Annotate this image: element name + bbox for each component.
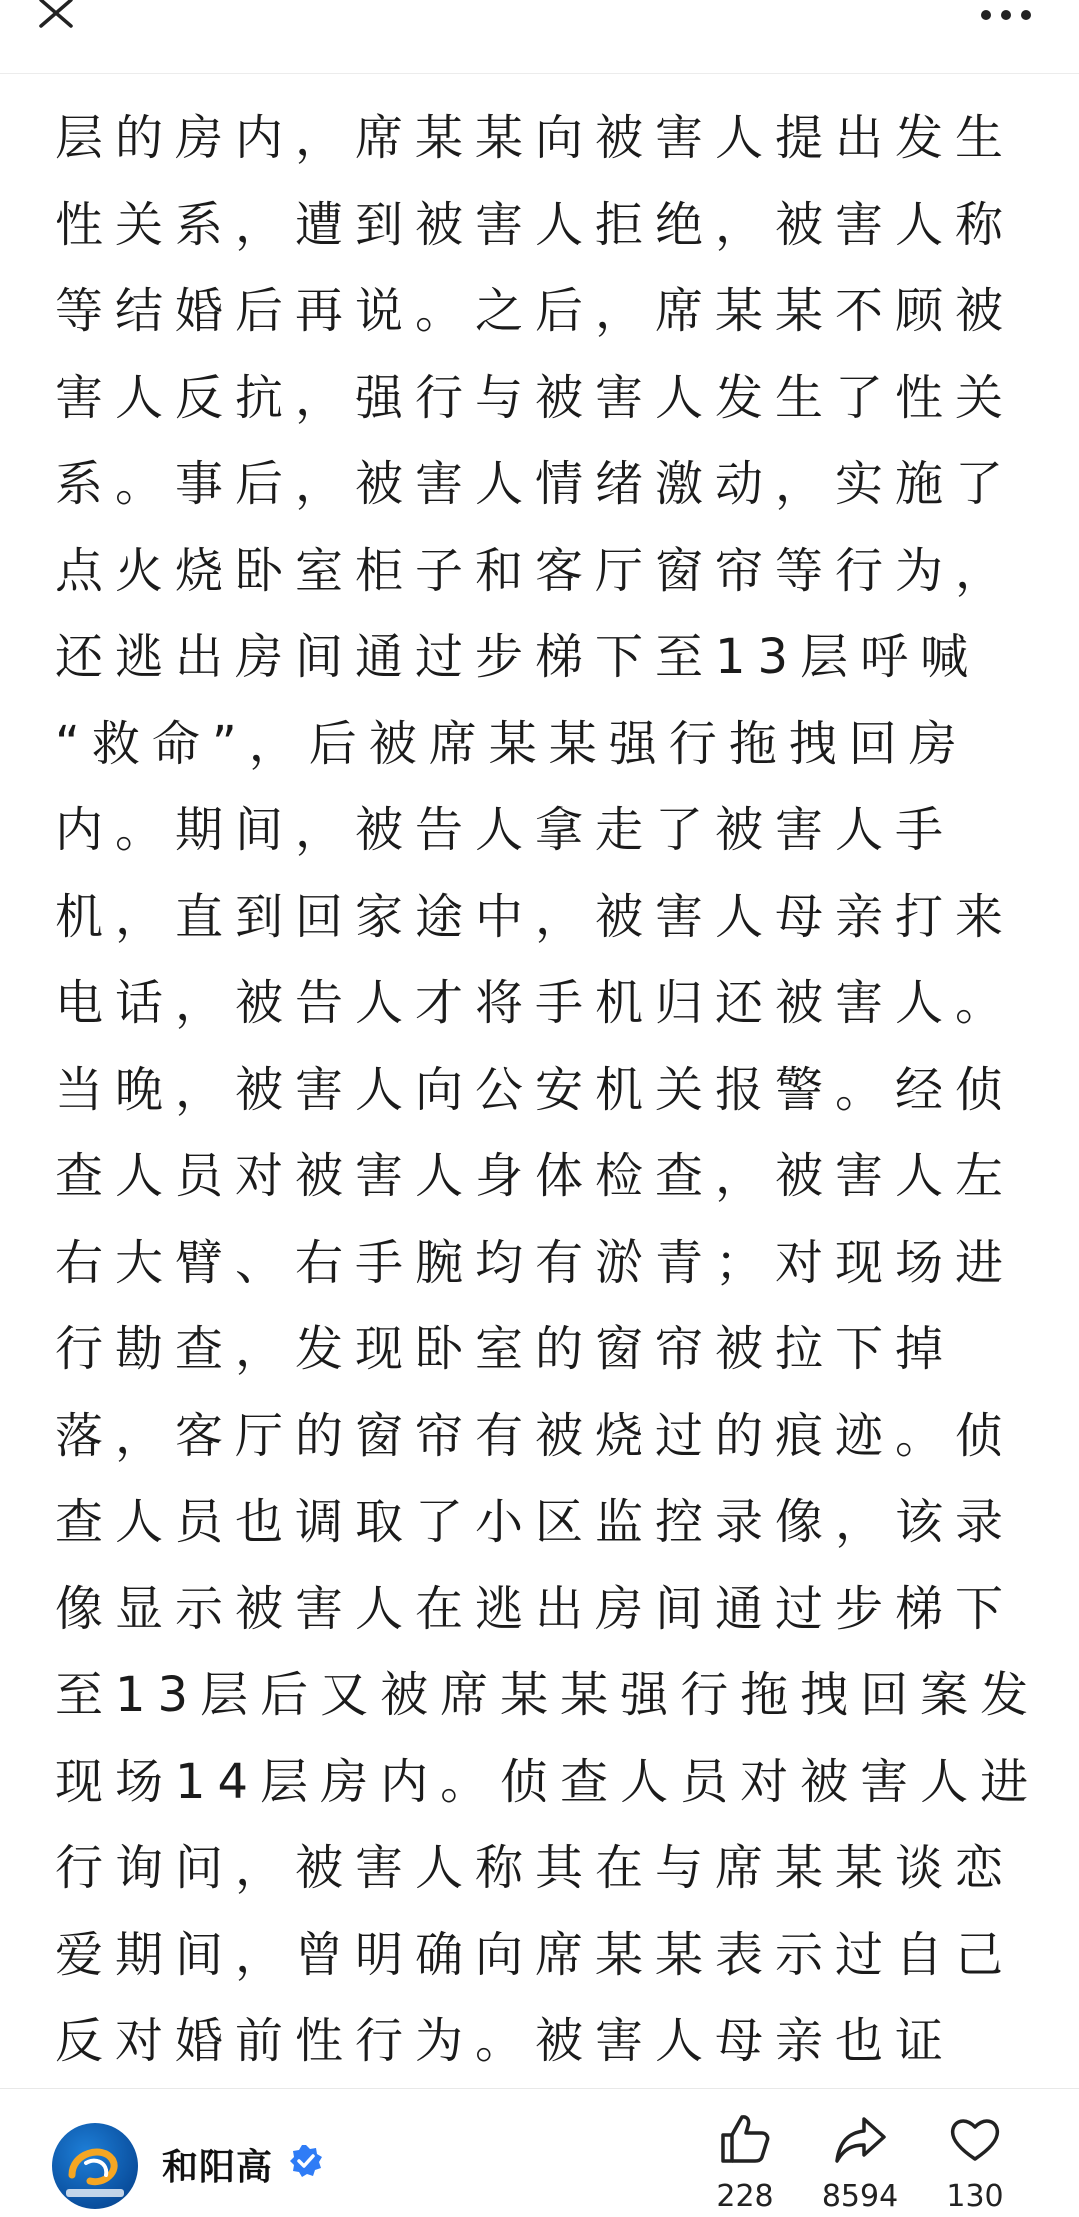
verified-badge-icon: [288, 2143, 324, 2179]
like-button[interactable]: [690, 2111, 800, 2214]
more-dots-icon: [976, 3, 1036, 27]
article-line: 落，客厅的窗帘有被烧过的痕迹。侦: [55, 1407, 1016, 1464]
article-line: 像显示被害人在逃出房间通过步梯下: [55, 1580, 1016, 1637]
share-arrow-icon: [832, 2111, 888, 2167]
close-icon: [35, 0, 75, 40]
like-count: 228: [716, 2179, 774, 2214]
bottom-action-bar: [0, 2088, 1079, 2217]
article-line: 点火烧卧室柜子和客厅窗帘等行为，: [55, 542, 1016, 599]
more-options-button[interactable]: [971, 0, 1041, 30]
article-line: 当晚，被害人向公安机关报警。经侦: [55, 1061, 1016, 1118]
top-bar: [0, 0, 1079, 74]
close-button[interactable]: [30, 0, 80, 40]
article-line: 机，直到回家途中，被害人母亲打来: [55, 888, 1016, 945]
heart-icon: [947, 2111, 1003, 2167]
favorite-button[interactable]: [920, 2111, 1030, 2214]
favorite-count: 130: [946, 2179, 1004, 2214]
article-line: 查人员对被害人身体检查，被害人左: [55, 1148, 1016, 1204]
article-line: 爱期间，曾明确向席某某表示过自己: [55, 1926, 1016, 1983]
article-line: 层的房内，席某某向被害人提出发生: [55, 110, 1016, 166]
article-line: 现场14层房内。侦查人员对被害人进: [55, 1753, 1041, 1810]
article-line: “救命”，后被席某某强行拖拽回房: [55, 715, 969, 772]
article-line: 行询问，被害人称其在与席某某谈恋: [55, 1840, 1016, 1896]
article-line: 等结婚后再说。之后，席某某不顾被: [55, 283, 1016, 339]
article-line: 反对婚前性行为。被害人母亲也证: [55, 2013, 956, 2069]
article-body: [55, 95, 1045, 2085]
article-line: 查人员也调取了小区监控录像，该录: [55, 1494, 1016, 1550]
article-line: 行勘查，发现卧室的窗帘被拉下掉: [55, 1321, 956, 1377]
author-name[interactable]: 和阳高: [162, 2147, 274, 2188]
article-line: 还逃出房间通过步梯下至13层呼喊: [55, 629, 981, 685]
article-line: 右大臂、右手腕均有淤青；对现场进: [55, 1234, 1016, 1291]
article-line: 系。事后，被害人情绪激动，实施了: [55, 456, 1016, 512]
article-line: 害人反抗，强行与被害人发生了性关: [55, 369, 1016, 426]
author-avatar[interactable]: [52, 2123, 138, 2209]
share-button[interactable]: [805, 2111, 915, 2214]
share-count: 8594: [821, 2179, 899, 2214]
article-line: 内。期间，被告人拿走了被害人手: [55, 802, 956, 858]
article-line: 电话，被告人才将手机归还被害人。: [55, 975, 1016, 1031]
avatar-logo: [52, 2123, 138, 2209]
article-line: 至13层后又被席某某强行拖拽回案发: [55, 1667, 1041, 1723]
thumbs-up-icon: [717, 2111, 773, 2167]
article-line: 性关系，遭到被害人拒绝，被害人称: [55, 196, 1016, 253]
